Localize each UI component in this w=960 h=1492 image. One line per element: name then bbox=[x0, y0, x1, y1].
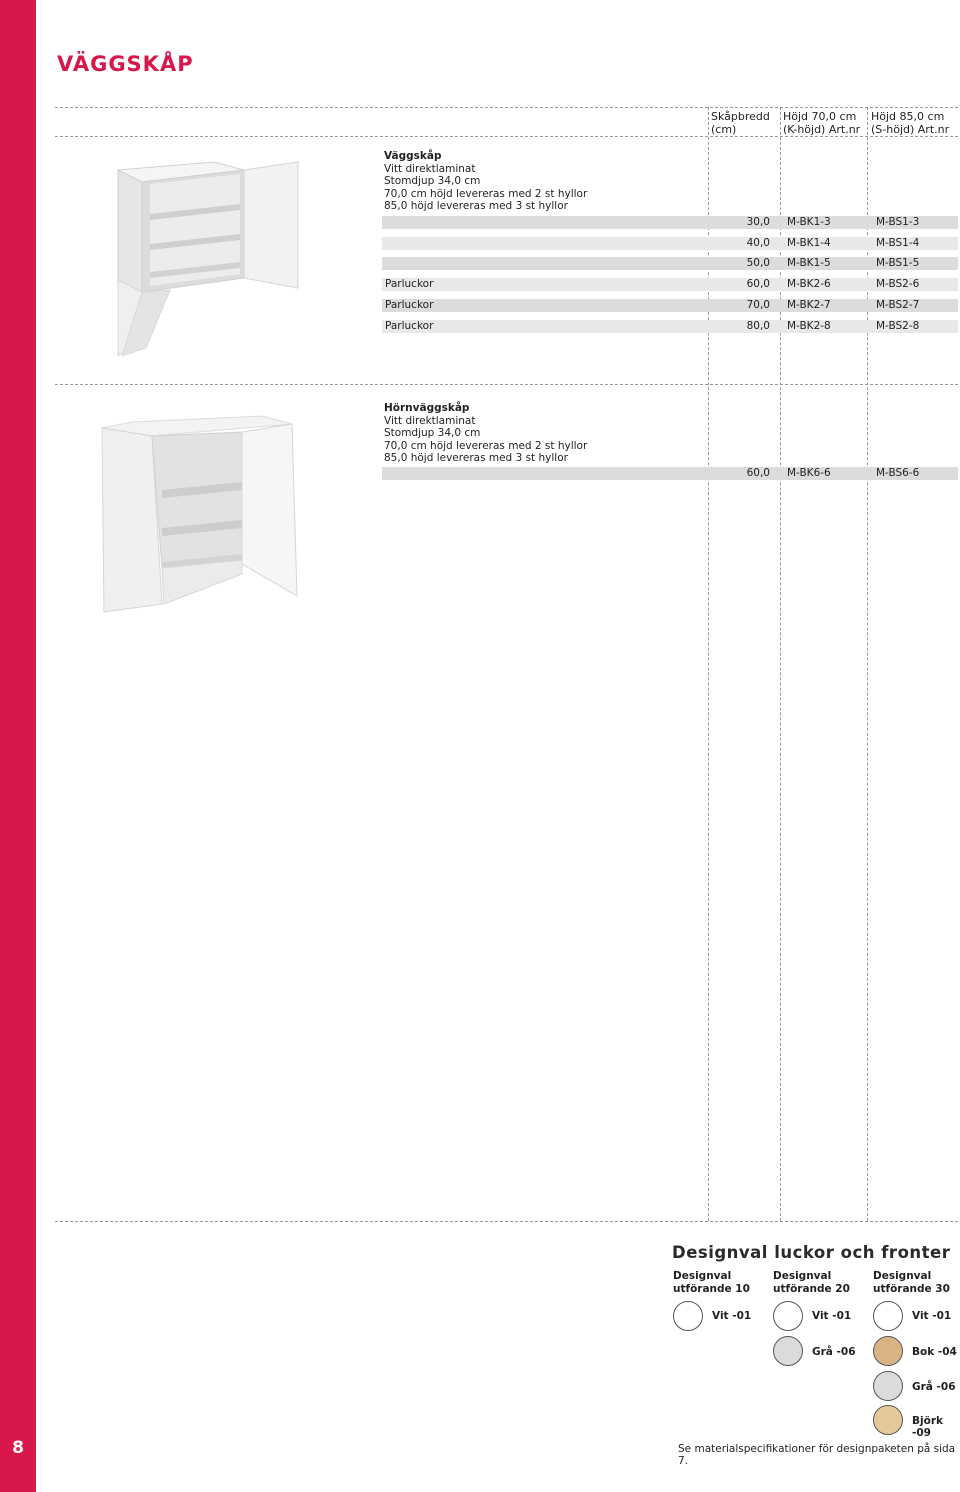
corner-cabinet-image bbox=[92, 398, 324, 614]
table-row: 50,0 M-BK1-5 M-BS1-5 bbox=[382, 257, 958, 270]
footnote: Se materialspecifikationer för designpaketen på sida 7. bbox=[678, 1443, 956, 1467]
table-row: 30,0 M-BK1-3 M-BS1-3 bbox=[382, 216, 958, 229]
table-row: Parluckor 70,0 M-BK2-7 M-BS2-7 bbox=[382, 299, 958, 312]
designval-title: Designval luckor och fronter bbox=[672, 1243, 951, 1262]
color-swatch-vit bbox=[773, 1301, 803, 1331]
color-swatch-bjork bbox=[873, 1405, 903, 1435]
product-description: Väggskåp Vitt direktlaminat Stomdjup 34,0 cm 70,0 cm höjd levereras med 2 st hyllor 85,0 höjd levereras med 3 st hyllor bbox=[384, 150, 588, 213]
column-divider bbox=[867, 107, 868, 1221]
header-width: Skåpbredd (cm) bbox=[711, 110, 770, 136]
swatch-label: Grå -06 bbox=[912, 1381, 956, 1393]
color-swatch-vit bbox=[873, 1301, 903, 1331]
page-number: 8 bbox=[12, 1438, 24, 1458]
color-swatch-gra bbox=[873, 1371, 903, 1401]
wall-cabinet-image bbox=[110, 160, 300, 356]
designval-column-30: Designval utförande 30 bbox=[873, 1270, 950, 1295]
swatch-label: Björk -09 bbox=[912, 1415, 943, 1439]
header-k-height: Höjd 70,0 cm (K-höjd) Art.nr bbox=[783, 110, 861, 136]
swatch-label: Vit -01 bbox=[712, 1310, 752, 1322]
column-divider bbox=[780, 107, 781, 1221]
swatch-label: Vit -01 bbox=[912, 1310, 952, 1322]
table-row: 40,0 M-BK1-4 M-BS1-4 bbox=[382, 237, 958, 250]
designval-column-20: Designval utförande 20 bbox=[773, 1270, 850, 1295]
divider bbox=[55, 136, 958, 137]
product-name: Hörnväggskåp bbox=[384, 402, 470, 414]
column-divider bbox=[708, 107, 709, 1221]
header-s-height: Höjd 85,0 cm (S-höjd) Art.nr bbox=[871, 110, 950, 136]
table-row: Parluckor 80,0 M-BK2-8 M-BS2-8 bbox=[382, 320, 958, 333]
color-swatch-gra bbox=[773, 1336, 803, 1366]
swatch-label: Grå -06 bbox=[812, 1346, 856, 1358]
sidebar-accent-bar bbox=[0, 0, 36, 1492]
divider bbox=[55, 384, 958, 385]
color-swatch-vit bbox=[673, 1301, 703, 1331]
table-row: Parluckor 60,0 M-BK2-6 M-BS2-6 bbox=[382, 278, 958, 291]
page-title: VÄGGSKÅP bbox=[57, 52, 194, 76]
divider bbox=[55, 107, 958, 108]
divider bbox=[55, 1221, 958, 1222]
swatch-label: Vit -01 bbox=[812, 1310, 852, 1322]
designval-column-10: Designval utförande 10 bbox=[673, 1270, 750, 1295]
table-row: 60,0 M-BK6-6 M-BS6-6 bbox=[382, 467, 958, 480]
swatch-label: Bok -04 bbox=[912, 1346, 957, 1358]
product-name: Väggskåp bbox=[384, 150, 442, 162]
color-swatch-bok bbox=[873, 1336, 903, 1366]
product-description: Hörnväggskåp Vitt direktlaminat Stomdjup 34,0 cm 70,0 cm höjd levereras med 2 st hyllor 85,0 höjd levereras med 3 st hyllor bbox=[384, 402, 588, 465]
